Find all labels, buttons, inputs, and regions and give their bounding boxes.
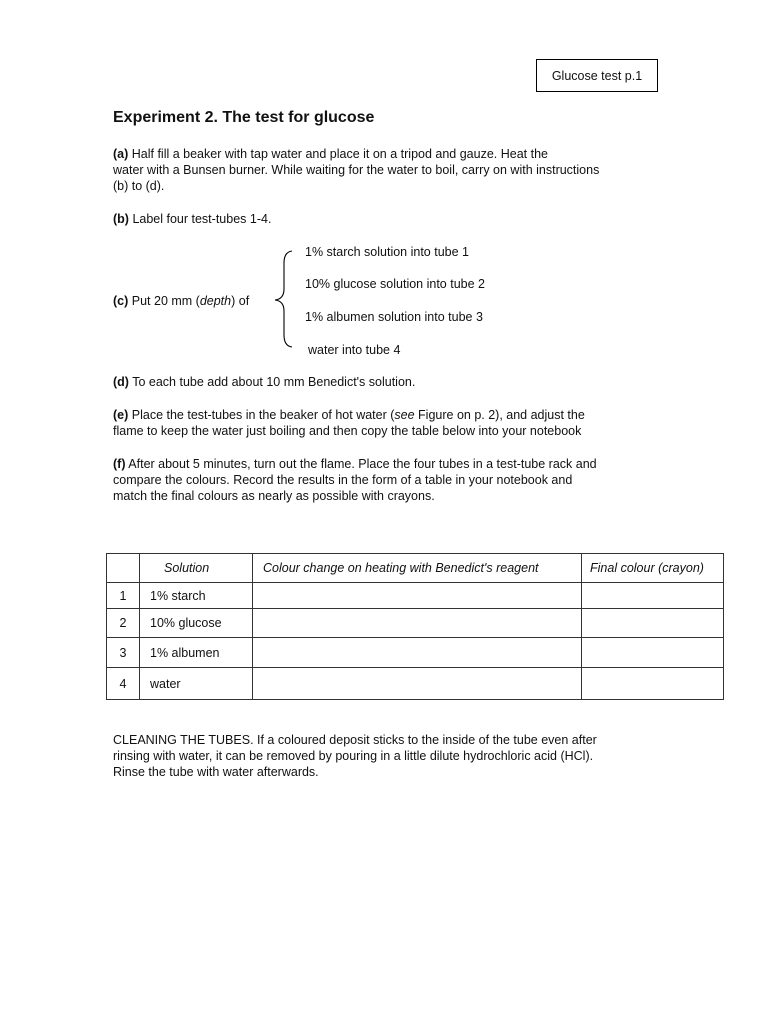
table-row (107, 668, 724, 700)
cleaning-line1: CLEANING THE TUBES. If a coloured deposit sticks to the inside of the tube even after (113, 733, 597, 747)
step-b-text: Label four test-tubes 1-4. (128, 212, 272, 226)
table-header-solution: Solution (140, 554, 253, 583)
table-header-row (107, 554, 724, 583)
step-e-line1-before: Place the test-tubes in the beaker of hot water ( (128, 408, 395, 422)
step-d (113, 374, 673, 390)
step-e (113, 407, 673, 439)
step-c-item-4: water into tube 4 (308, 343, 401, 357)
step-c-letter: (c) (113, 294, 129, 308)
step-f-line3: match the final colours as nearly as possible with crayons. (113, 489, 435, 503)
step-e-line2: flame to keep the water just boiling and then copy the table below into your notebook (113, 424, 582, 438)
table-cell-num: 3 (107, 638, 140, 668)
table-cell-final-colour (582, 668, 724, 700)
step-a-letter: (a) (113, 147, 129, 161)
step-e-italic: see (394, 408, 415, 422)
step-f-line1: After about 5 minutes, turn out the flame. Place the four tubes in a test-tube rack and (125, 457, 597, 471)
step-e-line1-after: Figure on p. 2), and adjust the (414, 408, 585, 422)
table-cell-colour-change (253, 583, 582, 609)
results-table (106, 553, 724, 700)
page-title: Experiment 2. The test for glucose (113, 109, 375, 126)
step-a-line3: (b) to (d). (113, 179, 165, 193)
step-c-item-3: 1% albumen solution into tube 3 (305, 310, 483, 324)
cleaning-note (113, 732, 673, 780)
step-b-letter: (b) (113, 212, 129, 226)
table-cell-final-colour (582, 609, 724, 638)
table-cell-final-colour (582, 583, 724, 609)
table-cell-colour-change (253, 609, 582, 638)
step-f-letter: (f) (113, 457, 126, 471)
step-c-text-before: Put 20 mm ( (128, 294, 200, 308)
table-cell-num: 1 (107, 583, 140, 609)
table-cell-num: 2 (107, 609, 140, 638)
step-d-text: To each tube add about 10 mm Benedict's solution. (128, 375, 416, 389)
cleaning-line2: rinsing with water, it can be removed by pouring in a little dilute hydrochloric acid (HCl). (113, 749, 594, 763)
table-cell-colour-change (253, 668, 582, 700)
table-cell-solution: 1% starch (140, 583, 253, 609)
curly-brace-icon (272, 249, 296, 349)
table-cell-solution: 1% albumen (140, 638, 253, 668)
table-header-colour-change: Colour change on heating with Benedict's reagent (253, 554, 582, 583)
table-cell-colour-change (253, 638, 582, 668)
step-c-item-1: 1% starch solution into tube 1 (305, 245, 469, 259)
table-cell-solution: 10% glucose (140, 609, 253, 638)
page-label: Glucose test p.1 (551, 68, 643, 83)
step-f-line2: compare the colours. Record the results in the form of a table in your notebook and (113, 473, 573, 487)
table-cell-solution: water (140, 668, 253, 700)
table-cell-final-colour (582, 638, 724, 668)
table-row (107, 609, 724, 638)
step-c-item-2: 10% glucose solution into tube 2 (305, 277, 485, 291)
table-row (107, 638, 724, 668)
step-c-italic: depth (199, 294, 232, 308)
table-header-final-colour: Final colour (crayon) (582, 554, 724, 583)
step-b (113, 211, 673, 227)
step-c-text-after: ) of (231, 294, 250, 308)
step-a (113, 146, 673, 194)
cleaning-line3: Rinse the tube with water afterwards. (113, 765, 319, 779)
page-label-box (536, 59, 658, 92)
table-header-num (107, 554, 140, 583)
step-a-line2: water with a Bunsen burner. While waiting for the water to boil, carry on with instructions (113, 163, 600, 177)
step-f (113, 456, 673, 504)
table-row (107, 583, 724, 609)
step-d-letter: (d) (113, 375, 129, 389)
step-e-letter: (e) (113, 408, 129, 422)
table-cell-num: 4 (107, 668, 140, 700)
step-c-label (113, 293, 249, 309)
step-a-line1: Half fill a beaker with tap water and place it on a tripod and gauze. Heat the (128, 147, 548, 161)
